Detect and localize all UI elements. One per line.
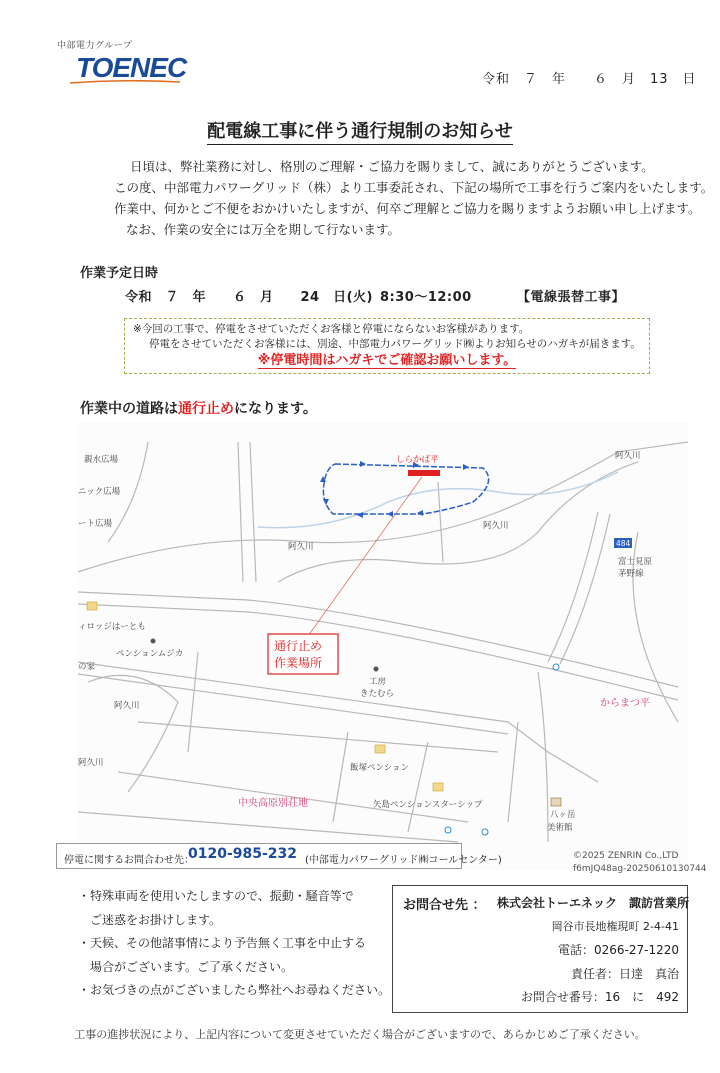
inquiry-manager: 責任者：日達 真治 [570,967,679,981]
schedule-work-type: 【電線張替工事】 [517,290,626,305]
label-iizuka: 飯塚ペンション [350,763,410,773]
label-road-name-1: 富士見原 [618,557,653,567]
work-site-label-1: 通行止め [274,639,323,653]
poi-dot-icon [374,667,379,672]
label-yatsugatake-2: 美術館 [547,823,573,833]
hotel-icon [375,745,385,753]
notes-list [78,885,390,1003]
museum-icon [551,798,561,806]
schedule-date: 令和 ７ 年 ６ 月 24 日(火) [125,290,373,305]
footer-note: 工事の進捗状況により、上記内容について変更させていただく場合がございますので、あらかじめご了承ください。 [74,1028,646,1041]
outage-contact-center: (中部電力パワーグリッド㈱コールセンター) [305,855,502,866]
inquiry-company: 株式会社トーエネック 諏訪営業所 [497,896,690,910]
note-item: ・お気づきの点がございましたら弊社へお尋ねください。 [78,983,391,997]
notice-date: 令和 ７ 年 ６ 月 13 日 [482,72,697,87]
intro-line: なお、作業の安全には万全を期して行ないます。 [126,222,401,237]
work-site-marker [408,470,440,476]
note-item: ・特殊車両を使用いたしますので、振動・騒音等で [78,889,354,903]
poi-dot-icon [151,639,156,644]
notice-line-3: ※停電時間はハガキでご確認お願いします。 [257,353,517,368]
schedule-row [125,286,626,305]
label-lodge: ィロッジはーとも [78,622,146,632]
label-kobo-2: きたむら [360,689,395,699]
label-shirakaba: しらかば平 [396,455,439,465]
label-akugawa: 阿久川 [114,701,140,711]
label-kobo-1: 工房 [369,677,387,687]
label-akugawa: 阿久川 [78,758,104,768]
road-closure-heading: 作業中の道路は通行止めになります。 [80,401,317,417]
label-pension-mujika: ペンションムジカ [116,649,184,659]
hotel-icon [433,783,443,791]
inquiry-box [392,885,688,1013]
schedule-time: 8:30〜12:00 [380,290,472,305]
label-road-name-2: 茅野線 [618,569,644,579]
inquiry-tel[interactable]: 電話：0266-27-1220 [557,943,679,957]
label-chuo-kogen: 中央高原別荘地 [238,798,308,809]
logo-group-label: 中部電力グループ [57,41,133,51]
map-copyright: ©2025 ZENRIN Co.,LTD f6mJQ48ag-20250610130744 [573,851,707,874]
toenec-logo: TOENEC [76,52,187,83]
notice-line-1: ※今回の工事で、停電をさせていただくお客様と停電にならないお客様があります。 [133,323,530,335]
page-title: 配電線工事に伴う通行規制のお知らせ [0,117,720,143]
outage-contact-label: 停電に関するお問合わせ先： [64,855,194,866]
label-akugawa: 阿久川 [615,451,641,461]
outage-contact-phone[interactable]: 0120-985-232 [188,846,298,862]
label-nic-hiroba: ニック広場 [78,487,121,497]
label-akugawa: 阿久川 [288,542,314,552]
intro-line: 日頃は、弊社業務に対し、格別のご理解・ご協力を賜りまして、誠にありがとうございます。 [130,159,654,174]
note-item: ・天候、その他諸事情により予告無く工事を中止する [78,936,367,950]
intro-line: 作業中、何かとご不便をおかけいたしますが、何卒ご理解とご協力を賜りますようお願い申し上げます。 [114,201,701,216]
inquiry-heading: お問合せ先 ： [403,898,486,913]
hotel-icon [87,602,97,610]
label-yatsugatake-1: 八ヶ岳 [550,810,576,820]
note-item: 場合がございます。ご了承ください。 [78,959,294,974]
schedule-heading: 作業予定日時 [80,266,159,281]
outage-contact-bar [56,843,502,869]
label-ie: の家 [78,662,96,672]
inquiry-number: お問合せ番号：16 に 492 [520,990,679,1004]
notice-line-2: 停電をさせていただくお客様には、別途、中部電力パワーグリッド㈱よりお知らせのハガキが届きます。 [149,338,641,350]
label-court-hiroba: ート広場 [78,519,113,529]
inquiry-address: 岡谷市長地権現町 2-4-41 [551,920,679,933]
intro-text [114,156,714,240]
label-karamatsu: からまつ平 [600,698,650,709]
logo-swoosh-icon [70,80,180,84]
outage-notice-box [124,318,650,374]
label-akugawa: 阿久川 [483,521,509,531]
work-site-label-2: 作業場所 [274,656,323,670]
label-shinsui-hiroba: 親水広場 [84,455,119,465]
note-item: ご迷惑をお掛けします。 [78,912,222,927]
work-area-map [78,422,688,870]
route-number: 484 [616,539,631,548]
intro-line: この度、中部電力パワーグリッド（株）より工事委託され、下記の場所で工事を行うご案内をいたします。 [114,180,714,195]
label-yajima: 矢島ペンションスターシップ [373,800,483,810]
